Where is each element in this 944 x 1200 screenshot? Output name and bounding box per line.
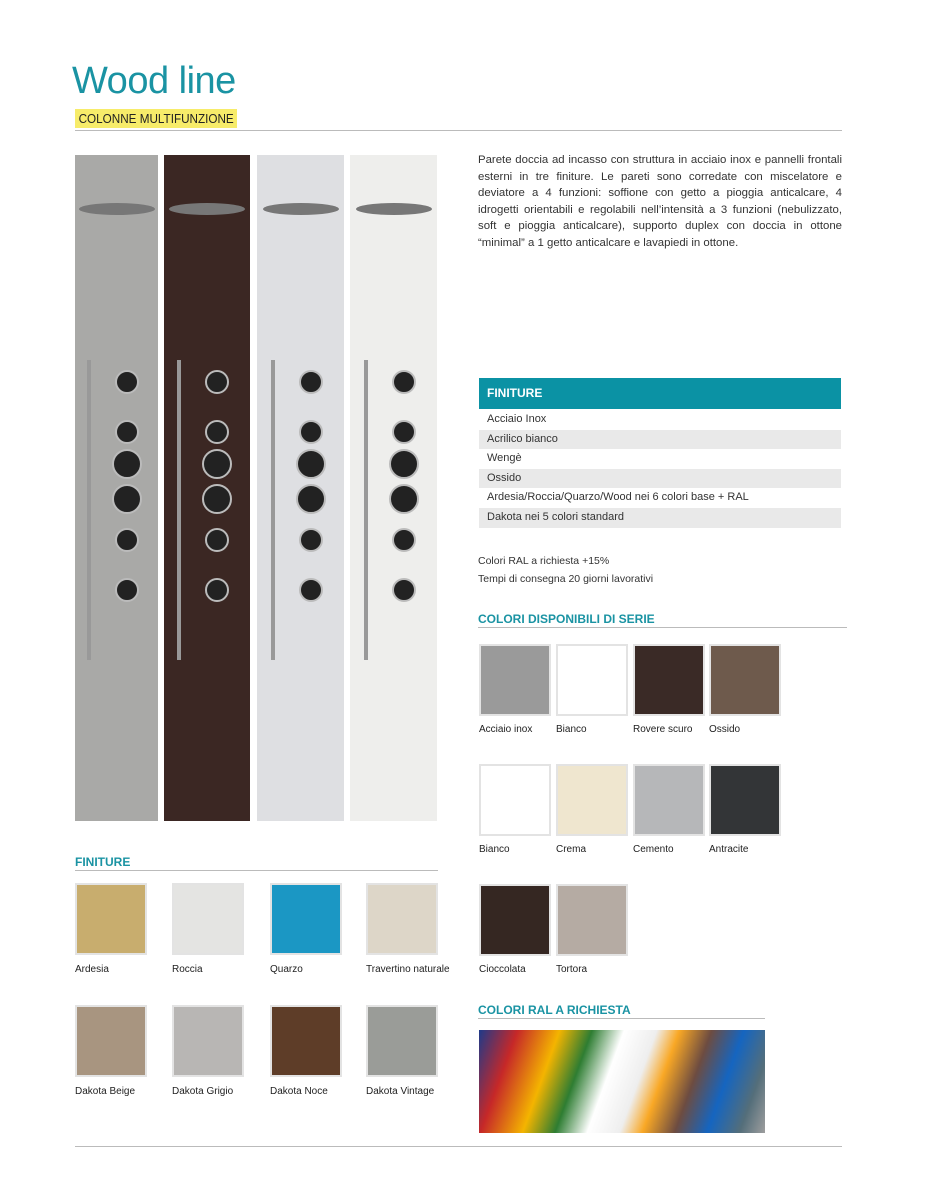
color-swatch xyxy=(709,764,781,836)
jet-knob-icon xyxy=(115,370,139,394)
jet-knob-icon xyxy=(296,484,326,514)
jet-knob-icon xyxy=(112,484,142,514)
hand-shower-hose xyxy=(271,360,275,660)
shower-panel-wenge xyxy=(164,155,250,821)
jet-knob-icon xyxy=(392,528,416,552)
finiture-row: Acciaio Inox xyxy=(479,410,841,430)
color-swatch xyxy=(479,884,551,956)
jet-knob-icon xyxy=(205,370,229,394)
jet-knob-icon xyxy=(202,449,232,479)
jet-knob-icon xyxy=(205,420,229,444)
finiture-row: Acrilico bianco xyxy=(479,430,841,450)
note-delivery: Tempi di consegna 20 giorni lavorativi xyxy=(478,573,654,585)
jet-knob-icon xyxy=(202,484,232,514)
finish-swatch-label: Quarzo xyxy=(270,964,303,975)
color-swatch xyxy=(709,644,781,716)
jet-knob-icon xyxy=(299,370,323,394)
color-swatch-label: Tortora xyxy=(556,964,588,975)
finiture-table-heading: FINITURE xyxy=(479,378,841,409)
color-swatch xyxy=(479,764,551,836)
color-swatch xyxy=(479,644,551,716)
finish-swatch xyxy=(366,1005,438,1077)
hand-shower-hose xyxy=(177,360,181,660)
shower-panel-acrilico-bianco xyxy=(257,155,344,821)
product-description: Parete doccia ad incasso con struttura in acciaio inox e pannelli frontali esterni in tre finiture. Le pareti sono corredate con miscelatore e deviatore a 4 funzioni: soffione con getto a pioggia anticalcare, 4 idrogetti orientabili e regolabili nell’intensità a 3 funzioni (nebulizzato, soft e pioggia anticalcare), supporto duplex con doccia in ottone “minimal” a 1 getto anticalcare e lavapiedi in ottone. xyxy=(478,154,842,249)
color-swatch-label: Cioccolata xyxy=(479,964,526,975)
color-swatch xyxy=(633,644,705,716)
shower-head-icon xyxy=(356,203,432,215)
hand-shower-hose xyxy=(87,360,91,660)
color-swatch xyxy=(633,764,705,836)
jet-knob-icon xyxy=(299,578,323,602)
finiture-row: Dakota nei 5 colori standard xyxy=(479,508,841,528)
jet-knob-icon xyxy=(115,578,139,602)
jet-knob-icon xyxy=(115,420,139,444)
footer-divider xyxy=(75,1146,842,1147)
color-swatch xyxy=(556,644,628,716)
finiture-row: Wengè xyxy=(479,449,841,469)
divider xyxy=(75,870,438,871)
colori-serie-heading: COLORI DISPONIBILI DI SERIE xyxy=(478,612,655,626)
finiture-row: Ardesia/Roccia/Quarzo/Wood nei 6 colori base + RAL xyxy=(479,488,841,508)
shower-panel-acciaio xyxy=(75,155,158,821)
finish-swatch-label: Ardesia xyxy=(75,964,109,975)
color-swatch-label: Bianco xyxy=(479,844,510,855)
jet-knob-icon xyxy=(205,578,229,602)
divider xyxy=(478,1018,765,1019)
jet-knob-icon xyxy=(389,484,419,514)
note-ral: Colori RAL a richiesta +15% xyxy=(478,555,610,567)
jet-knob-icon xyxy=(389,449,419,479)
jet-knob-icon xyxy=(296,449,326,479)
finish-swatch xyxy=(172,883,244,955)
finish-swatch-label: Dakota Grigio xyxy=(172,1086,234,1097)
divider xyxy=(75,130,842,131)
jet-knob-icon xyxy=(392,578,416,602)
shower-head-icon xyxy=(263,203,339,215)
ral-color-fan-image xyxy=(479,1030,765,1133)
jet-knob-icon xyxy=(205,528,229,552)
finiture-swatches-heading: FINITURE xyxy=(75,855,131,869)
color-swatch xyxy=(556,764,628,836)
shower-head-icon xyxy=(169,203,245,215)
jet-knob-icon xyxy=(392,420,416,444)
finish-swatch-label: Dakota Noce xyxy=(270,1086,328,1097)
finish-swatch xyxy=(270,1005,342,1077)
color-swatch-label: Bianco xyxy=(556,724,587,735)
finish-swatch xyxy=(270,883,342,955)
color-swatch-label: Antracite xyxy=(709,844,749,855)
jet-knob-icon xyxy=(115,528,139,552)
jet-knob-icon xyxy=(299,528,323,552)
color-swatch-label: Crema xyxy=(556,844,587,855)
color-swatch-label: Acciaio inox xyxy=(479,724,533,735)
color-swatch xyxy=(556,884,628,956)
jet-knob-icon xyxy=(392,370,416,394)
finish-swatch xyxy=(75,883,147,955)
ral-heading: COLORI RAL A RICHIESTA xyxy=(478,1003,631,1017)
finish-swatch-label: Roccia xyxy=(172,964,203,975)
finish-swatch xyxy=(366,883,438,955)
finish-swatch xyxy=(75,1005,147,1077)
finiture-row: Ossido xyxy=(479,469,841,489)
finish-swatch-label: Dakota Vintage xyxy=(366,1086,435,1097)
color-swatch-label: Cemento xyxy=(633,844,674,855)
color-swatch-label: Rovere scuro xyxy=(633,724,693,735)
color-swatch-label: Ossido xyxy=(709,724,741,735)
page-subtitle: COLONNE MULTIFUNZIONE xyxy=(75,109,237,128)
jet-knob-icon xyxy=(299,420,323,444)
finish-swatch-label: Dakota Beige xyxy=(75,1086,136,1097)
divider xyxy=(478,627,847,628)
shower-head-icon xyxy=(79,203,155,215)
finish-swatch-label: Travertino naturale xyxy=(366,964,450,975)
page-title: Wood line xyxy=(72,60,236,102)
finish-swatch xyxy=(172,1005,244,1077)
shower-panel-roccia xyxy=(350,155,437,821)
jet-knob-icon xyxy=(112,449,142,479)
hand-shower-hose xyxy=(364,360,368,660)
